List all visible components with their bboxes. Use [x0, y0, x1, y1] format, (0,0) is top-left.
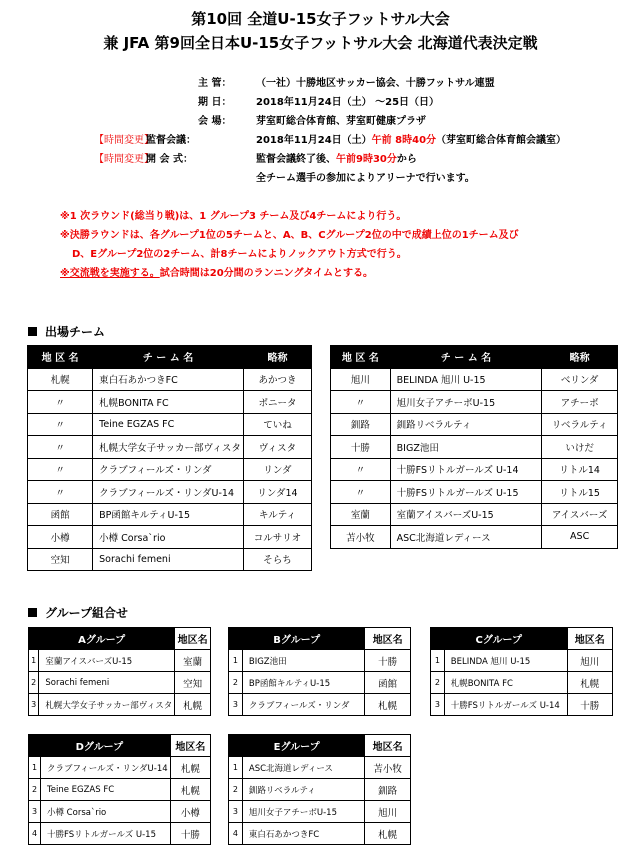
area-cell: 〃 [28, 436, 93, 459]
area-cell: 〃 [331, 481, 391, 504]
row-number: 3 [229, 694, 243, 716]
table-row [331, 481, 618, 504]
area-cell: 小樽 [28, 526, 93, 549]
info-row: 会 場： 芽室町総合体育館、芽室町健康プラザ [198, 116, 426, 127]
area-cell: 室蘭 [331, 503, 391, 526]
area-cell: 空知 [175, 672, 211, 694]
row-number: 1 [229, 757, 243, 779]
area-cell: 〃 [331, 458, 391, 481]
area-cell: 札幌 [28, 368, 93, 391]
table-row [28, 436, 312, 459]
row-number: 3 [431, 694, 445, 716]
team-cell: 釧路リベラルティ [242, 779, 364, 801]
team-cell: 旭川女子アチーボU-15 [390, 391, 542, 414]
area-header: 地区名 [567, 628, 612, 650]
abbr-cell: いけだ [542, 436, 618, 459]
table-row [28, 503, 312, 526]
table-row [331, 526, 618, 549]
team-cell: 札幌BONITA FC [444, 672, 567, 694]
group-name: Dグループ [29, 735, 171, 757]
area-header: 地区名 [365, 628, 411, 650]
team-cell: クラブフィールズ・リンダ [242, 694, 365, 716]
area-cell: 札幌 [170, 779, 210, 801]
table-row [331, 503, 618, 526]
area-cell: 十勝 [365, 650, 411, 672]
table-row [29, 779, 211, 801]
team-cell: BP函館キルティU-15 [242, 672, 365, 694]
area-header: 地区名 [365, 735, 411, 757]
table-row [229, 801, 411, 823]
team-cell: 十勝FSリトルガールズ U-14 [390, 458, 542, 481]
area-cell: 札幌 [365, 694, 411, 716]
table-row [28, 548, 312, 571]
info-row: 【時間変更】 開 会 式： 監督会議終了後、 午前9時30分 から [94, 154, 417, 165]
table-row [331, 368, 618, 391]
abbr-cell: キルティ [243, 503, 311, 526]
area-cell: 〃 [28, 413, 93, 436]
group-name: Bグループ [229, 628, 365, 650]
area-cell: 函館 [365, 672, 411, 694]
team-cell: BP函館キルティU-15 [93, 503, 244, 526]
table-row [229, 757, 411, 779]
group-name: Cグループ [431, 628, 568, 650]
table-row [229, 694, 411, 716]
notes [60, 207, 519, 283]
group-name: Eグループ [229, 735, 365, 757]
teams-table-right [330, 345, 618, 549]
area-cell: 函館 [28, 503, 93, 526]
area-cell: 〃 [28, 391, 93, 414]
abbr-cell: リベラルティ [542, 413, 618, 436]
team-cell: 東白石あかつきFC [242, 823, 364, 845]
abbr-cell: ていね [243, 413, 311, 436]
note-1: ※1 次ラウンド(総当り戦)は、1 グループ3 チーム及び4チームにより行う。 [60, 211, 407, 222]
area-cell: 〃 [28, 458, 93, 481]
group-table [430, 627, 613, 716]
area-cell: 旭川 [331, 368, 391, 391]
row-number: 4 [229, 823, 243, 845]
team-cell: 釧路リベラルティ [390, 413, 542, 436]
area-cell: 札幌 [175, 694, 211, 716]
area-cell: 〃 [331, 391, 391, 414]
area-header: 地区名 [170, 735, 210, 757]
area-cell: 札幌 [170, 757, 210, 779]
team-cell: BIGZ池田 [242, 650, 365, 672]
table-row [229, 672, 411, 694]
table-row [29, 757, 211, 779]
team-cell: 札幌大学女子サッカー部ヴィスタ [39, 694, 175, 716]
table-row [331, 391, 618, 414]
col-header-team: チ ー ム 名 [93, 346, 244, 369]
abbr-cell: そらち [243, 548, 311, 571]
table-row [28, 368, 312, 391]
abbr-cell: ヴィスタ [243, 436, 311, 459]
event-info [94, 74, 567, 188]
col-header-abbr: 略称 [243, 346, 311, 369]
group-table [228, 734, 411, 845]
row-number: 3 [29, 801, 41, 823]
table-row [229, 823, 411, 845]
team-cell: 小樽 Corsa`rio [93, 526, 244, 549]
teams-section-heading: 出場チーム [28, 323, 105, 340]
team-cell: クラブフィールズ・リンダU-14 [93, 481, 244, 504]
col-header-area: 地 区 名 [331, 346, 391, 369]
abbr-cell: ボニータ [243, 391, 311, 414]
table-row [431, 650, 613, 672]
team-cell: クラブフィールズ・リンダ [93, 458, 244, 481]
team-cell: 十勝FSリトルガールズ U-15 [390, 481, 542, 504]
abbr-cell: べリンダ [542, 368, 618, 391]
teams-table-left [27, 345, 312, 571]
team-cell: Teine EGZAS FC [93, 413, 244, 436]
team-cell: BIGZ池田 [390, 436, 542, 459]
area-cell: 十勝 [170, 823, 210, 845]
area-cell: 〃 [28, 481, 93, 504]
table-row [29, 801, 211, 823]
row-number: 2 [229, 779, 243, 801]
row-number: 2 [29, 779, 41, 801]
area-cell: 十勝 [567, 694, 612, 716]
row-number: 2 [229, 672, 243, 694]
team-cell: クラブフィールズ・リンダU-14 [40, 757, 170, 779]
area-cell: 札幌 [365, 823, 411, 845]
row-number: 2 [29, 672, 39, 694]
table-row [29, 672, 211, 694]
col-header-team: チ ー ム 名 [390, 346, 542, 369]
area-cell: 釧路 [365, 779, 411, 801]
area-cell: 釧路 [331, 413, 391, 436]
table-row [28, 526, 312, 549]
table-row [331, 413, 618, 436]
group-table [28, 734, 211, 845]
col-header-area: 地 区 名 [28, 346, 93, 369]
table-row [331, 458, 618, 481]
table-row [229, 650, 411, 672]
info-row: 全チーム選手の参加によりアリーナで行います。 [256, 173, 475, 184]
team-cell: BELINDA 旭川 U-15 [444, 650, 567, 672]
abbr-cell: あかつき [243, 368, 311, 391]
table-row [431, 694, 613, 716]
table-row [28, 458, 312, 481]
team-cell: 室蘭アイスバーズU-15 [39, 650, 175, 672]
table-row [331, 436, 618, 459]
table-row [229, 779, 411, 801]
team-cell: Teine EGZAS FC [40, 779, 170, 801]
team-cell: 旭川女子アチーボU-15 [242, 801, 364, 823]
team-cell: 十勝FSリトルガールズ U-15 [40, 823, 170, 845]
table-row [28, 391, 312, 414]
abbr-cell: アイスバーズ [542, 503, 618, 526]
group-name: Aグループ [29, 628, 175, 650]
note-4: ※交流戦を実施する。試合時間は20分間のランニングタイムとする。 [60, 268, 374, 279]
table-row [29, 650, 211, 672]
table-row [28, 481, 312, 504]
row-number: 3 [29, 694, 39, 716]
info-row: 【時間変更】 監督会議： 2018年11月24日（土） 午前 8時40分 （芽室町総合体育館会議室） [94, 135, 567, 146]
team-cell: ASC北海道レディース [242, 757, 364, 779]
row-number: 3 [229, 801, 243, 823]
abbr-cell: リトル14 [542, 458, 618, 481]
area-cell: 苫小牧 [365, 757, 411, 779]
note-2: ※決勝ラウンドは、各グループ1位の5チームと、A、B、Cグループ2位の中で成績上位の1チーム及び [60, 230, 519, 241]
area-cell: 室蘭 [175, 650, 211, 672]
title-line-1: 第10回 全道U-15女子フットサル大会 [191, 10, 450, 28]
table-row [28, 413, 312, 436]
team-cell: BELINDA 旭川 U-15 [390, 368, 542, 391]
area-cell: 苫小牧 [331, 526, 391, 549]
group-table [228, 627, 411, 716]
row-number: 2 [431, 672, 445, 694]
area-header: 地区名 [175, 628, 211, 650]
team-cell: 札幌BONITA FC [93, 391, 244, 414]
area-cell: 空知 [28, 548, 93, 571]
team-cell: Sorachi femeni [39, 672, 175, 694]
abbr-cell: リトル15 [542, 481, 618, 504]
abbr-cell: ASC [542, 526, 618, 549]
abbr-cell: リンダ14 [243, 481, 311, 504]
team-cell: 十勝FSリトルガールズ U-14 [444, 694, 567, 716]
area-cell: 旭川 [567, 650, 612, 672]
info-row: 主 管： （一社）十勝地区サッカー協会、十勝フットサル連盟 [198, 78, 495, 89]
table-row [29, 823, 211, 845]
area-cell: 札幌 [567, 672, 612, 694]
row-number: 1 [431, 650, 445, 672]
area-cell: 十勝 [331, 436, 391, 459]
team-cell: 札幌大学女子サッカー部ヴィスタ [93, 436, 244, 459]
team-cell: 室蘭アイスバーズU-15 [390, 503, 542, 526]
info-row: 期 日： 2018年11月24日（土） ～25日（日） [198, 97, 440, 108]
area-cell: 小樽 [170, 801, 210, 823]
note-3: D、Eグループ2位の2チーム、計8チームによりノックアウト方式で行う。 [72, 249, 407, 260]
team-cell: 東白石あかつきFC [93, 368, 244, 391]
row-number: 1 [229, 650, 243, 672]
groups-section-heading: グループ組合せ [28, 604, 128, 621]
row-number: 1 [29, 757, 41, 779]
row-number: 4 [29, 823, 41, 845]
team-cell: ASC北海道レディース [390, 526, 542, 549]
table-row [29, 694, 211, 716]
team-cell: 小樽 Corsa`rio [40, 801, 170, 823]
abbr-cell: アチーボ [542, 391, 618, 414]
group-table [28, 627, 211, 716]
abbr-cell: リンダ [243, 458, 311, 481]
area-cell: 旭川 [365, 801, 411, 823]
abbr-cell: コルサリオ [243, 526, 311, 549]
title-line-2: 兼 JFA 第9回全日本U-15女子フットサル大会 北海道代表決定戦 [103, 34, 538, 52]
team-cell: Sorachi femeni [93, 548, 244, 571]
row-number: 1 [29, 650, 39, 672]
table-row [431, 672, 613, 694]
col-header-abbr: 略称 [542, 346, 618, 369]
